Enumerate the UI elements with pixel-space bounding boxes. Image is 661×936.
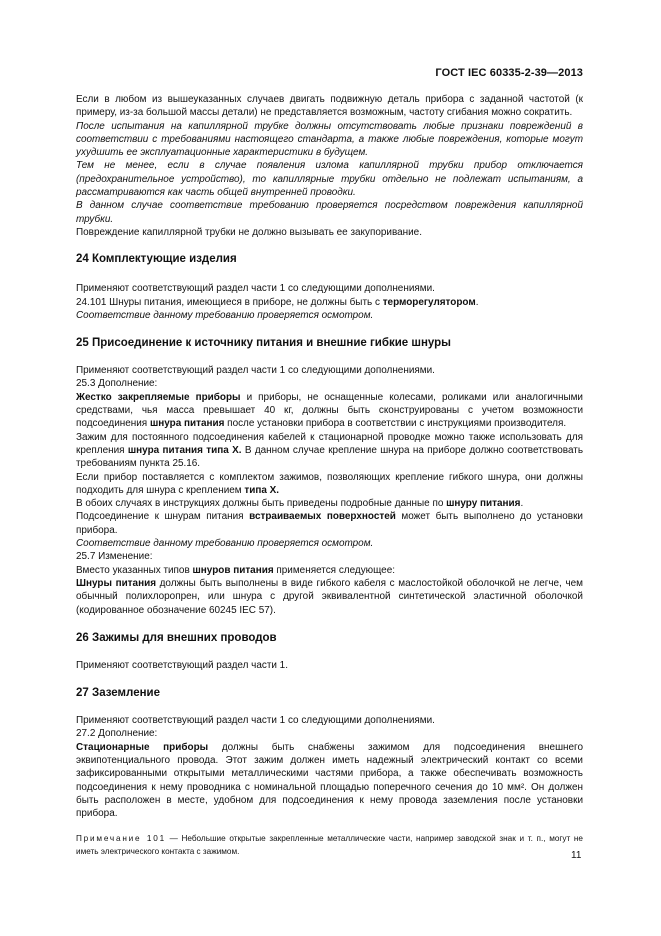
note-label: Примечание 101 <box>76 834 166 844</box>
paragraph <box>76 741 583 821</box>
text: применяется следующее: <box>273 564 395 576</box>
paragraph: 25.7 Изменение: <box>76 551 153 563</box>
text: Подсоединение к шнурам питания <box>76 511 250 523</box>
bold-term: Стационарные приборы <box>76 741 209 753</box>
text: Зажим для постоянного подсоединения кабелей к стационарной проводке можно также использовать для крепления <box>76 431 583 456</box>
paragraph: Тем не менее, если в случае появления излома капиллярной трубки прибор отключается (предохранительное устройство), то капиллярные трубки отдельно не подлежат испытаниям, а рассматриваются как часть общей внутренней проводки. <box>76 160 583 199</box>
text: Если прибор поставляется с комплектом зажимов, позволяющих крепление гибкого шнура, они должны подходить для шнура с креплением <box>76 471 583 496</box>
text: В данном случае крепление шнура на приборе должно соответствовать требованиям пункта 25.16. <box>76 444 583 470</box>
paragraph <box>76 510 583 537</box>
section-heading-27: 27 Заземление <box>76 687 161 700</box>
paragraph: Повреждение капиллярной трубки не должно вызывать ее закупоривание. <box>76 226 422 238</box>
bold-term: Шнуры питания <box>76 577 156 589</box>
bold-term: шнуров питания <box>192 564 274 576</box>
paragraph <box>76 497 583 510</box>
section-heading-24: 24 Комплектующие изделия <box>76 253 237 266</box>
text: Вместо указанных типов <box>76 564 193 576</box>
paragraph: Если в любом из вышеуказанных случаев двигать подвижную деталь прибора с заданной частотой (к примеру, из-за большой массы детали) не представляется возможным, частоту сгибания можно сократить. <box>76 94 583 119</box>
text: и приборы, не оснащенные колесами, роликами или аналогичными средствами, чья масса превышает 40 кг, должны быть сконструированы с учетом возможности подсоединения <box>76 391 583 430</box>
text: может быть выполнено до установки прибора. <box>76 511 583 536</box>
paragraph <box>76 391 583 431</box>
section-heading-25: 25 Присоединение к источнику питания и внешние гибкие шнуры <box>76 337 451 350</box>
document-body <box>76 93 583 858</box>
document-header: ГОСТ IEC 60335-2-39—2013 <box>435 67 583 79</box>
text: 24.101 Шнуры питания, имеющиеся в приборе, не должны быть с <box>76 296 383 308</box>
bold-term: шнуру питания <box>446 498 521 510</box>
text: . <box>520 498 524 510</box>
paragraph: 27.2 Дополнение: <box>76 728 158 740</box>
paragraph <box>76 431 583 471</box>
bold-term: типа X. <box>244 484 280 496</box>
paragraph: Применяют соответствующий раздел части 1 со следующими дополнениями. <box>76 283 435 295</box>
text: после установки прибора в соответствии с инструкциями производителя. <box>224 418 567 430</box>
text: должны быть снабжены зажимом для подсоединения внешнего эквипотенциального провода. Этот зажим должен иметь надежный электрический контакт со всеми зафиксированными открытыми металлическими частями прибора, а также обеспечивать возможность подсоединения к нему проводника с номинальной площадью поперечного сечения до 10 мм². Он должен быть расположен в месте, удобном для подсоединения к нему провода заземления после установки прибора. <box>76 741 583 820</box>
text: . <box>475 296 479 308</box>
paragraph: После испытания на капиллярной трубке должны отсутствовать любые признаки повреждений в соответствии с требованиями настоящего стандарта, а также любые повреждения, которые могут ухудшить ее эксплуатационные характеристики в будущем. <box>76 120 583 159</box>
section-heading-26: 26 Зажимы для внешних проводов <box>76 631 277 644</box>
paragraph: 25.3 Дополнение: <box>76 378 158 390</box>
bold-term: Жестко закрепляемые приборы <box>76 391 241 403</box>
paragraph: В данном случае соответствие требованию проверяется посредством повреждения капиллярной трубки. <box>76 200 583 225</box>
bold-term: встраиваемых поверхностей <box>249 511 396 523</box>
paragraph: Соответствие данному требованию проверяется осмотром. <box>76 309 374 321</box>
paragraph <box>76 577 583 617</box>
bold-term: терморегулятором <box>382 296 476 308</box>
note-text: — Небольшие открытые закрепленные металлические части, например заводской знак и т. п., могут не иметь электрического контакта с зажимом. <box>76 834 583 857</box>
page-number: 11 <box>571 850 582 861</box>
text: должны быть выполнены в виде гибкого кабеля с маслостойкой оболочкой не легче, чем обычный полихлоропрен, или шнура с другой эквивалентной синтетической эластичной оболочкой (кодированное обозначение 60245 IEC 57). <box>76 577 583 616</box>
paragraph <box>76 564 583 577</box>
paragraph: Соответствие данному требованию проверяется осмотром. <box>76 538 374 550</box>
paragraph: Применяют соответствующий раздел части 1 со следующими дополнениями. <box>76 365 435 377</box>
note <box>76 832 583 858</box>
text: В обоих случаях в инструкциях должны быть приведены подробные данные по <box>76 498 447 510</box>
paragraph <box>76 296 583 309</box>
paragraph: Применяют соответствующий раздел части 1. <box>76 659 288 671</box>
paragraph <box>76 471 583 498</box>
bold-term: шнура питания типа X. <box>127 444 242 456</box>
paragraph: Применяют соответствующий раздел части 1 со следующими дополнениями. <box>76 715 435 727</box>
bold-term: шнура питания <box>149 418 225 430</box>
